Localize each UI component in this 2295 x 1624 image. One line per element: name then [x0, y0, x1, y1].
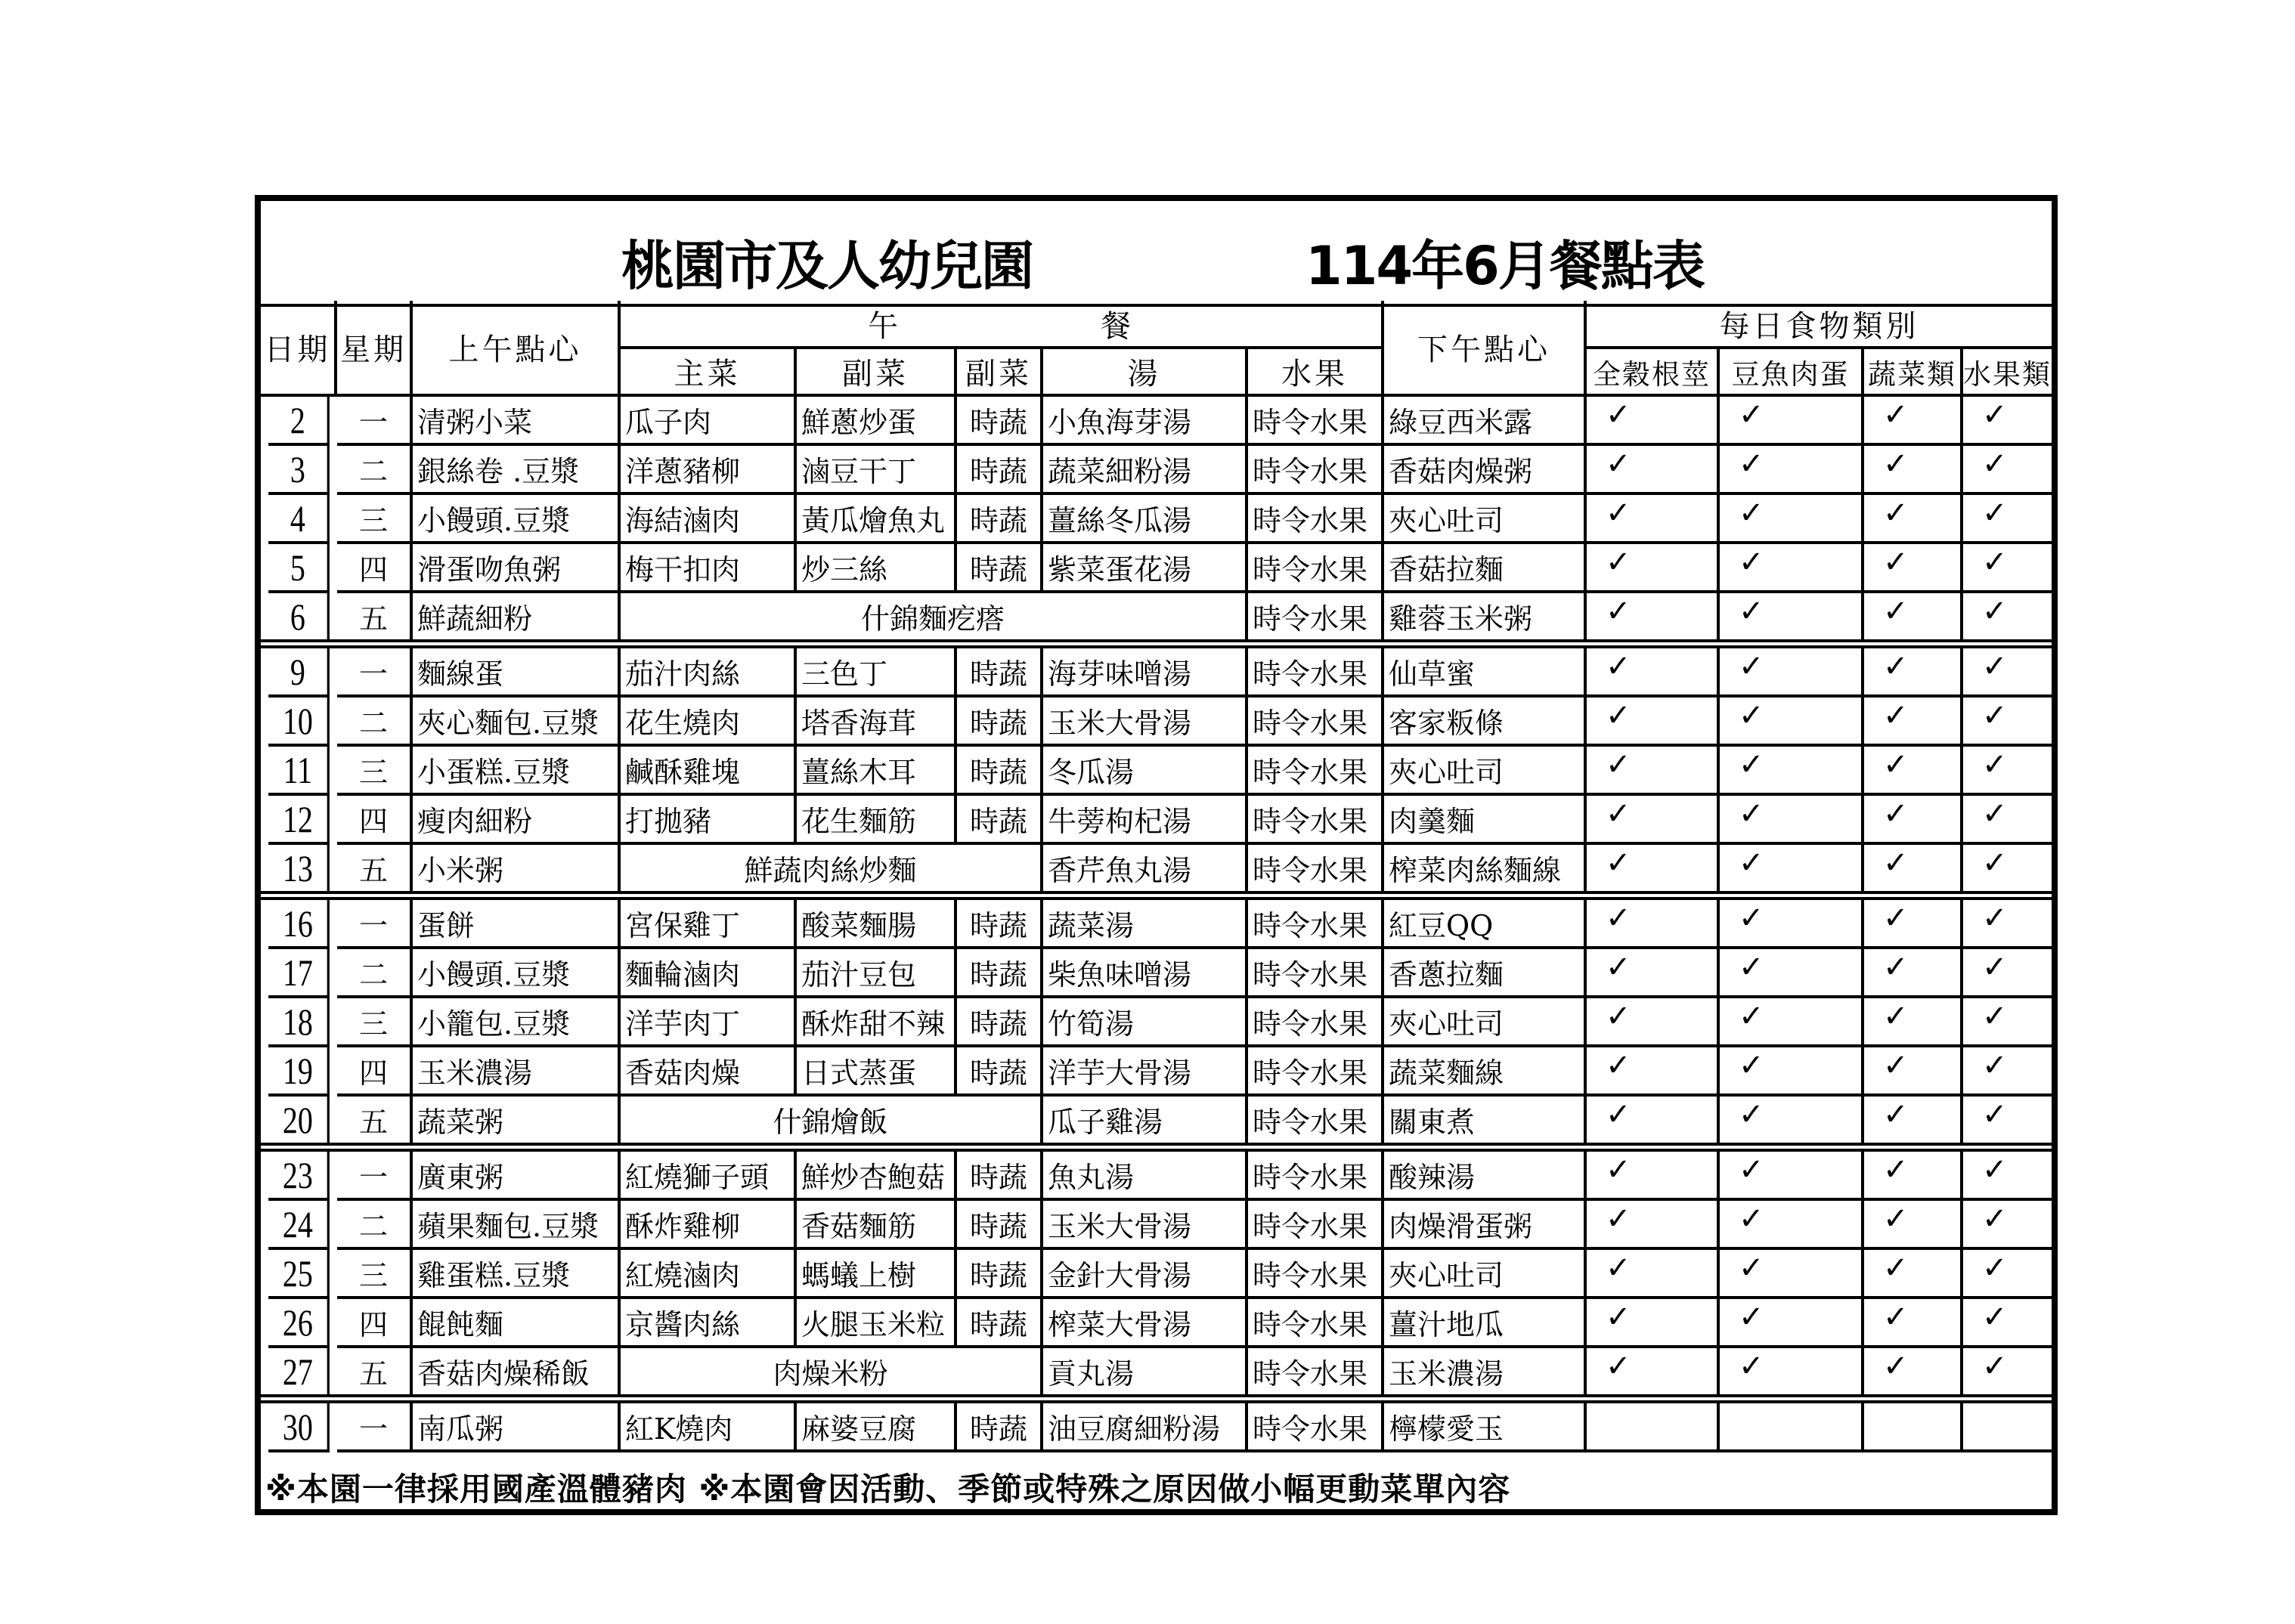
afternoon-snack-cell: 香菇肉燥粥: [1384, 446, 1587, 495]
soup-cell: 玉米大骨湯: [1043, 1201, 1248, 1250]
header-date: 日期: [261, 301, 337, 397]
vegetable-cell: 時蔬: [957, 796, 1043, 845]
lunch-combined-cell: 什錦燴飯: [621, 1097, 1043, 1146]
food-group-check-icon: ✓: [1963, 998, 2052, 1047]
soup-cell: 香芹魚丸湯: [1043, 845, 1248, 894]
date-cell: 23: [268, 1152, 330, 1201]
afternoon-snack-cell: 酸辣湯: [1384, 1152, 1587, 1201]
food-group-check-icon: ✓: [1864, 593, 1963, 642]
main-dish-cell: 麵輪滷肉: [621, 949, 797, 998]
food-group-check-icon: ✓: [1587, 998, 1720, 1047]
soup-cell: 冬瓜湯: [1043, 747, 1248, 796]
food-group-check-icon: [1864, 1403, 1963, 1452]
side-dish-cell: 香菇麵筋: [797, 1201, 957, 1250]
fruit-cell: 時令水果: [1248, 845, 1384, 894]
food-group-check-icon: ✓: [1587, 544, 1720, 593]
vegetable-cell: 時蔬: [957, 1152, 1043, 1201]
vegetable-cell: 時蔬: [957, 1201, 1043, 1250]
morning-snack-cell: 南瓜粥: [413, 1403, 621, 1452]
date-cell: 25: [268, 1250, 330, 1299]
morning-snack-cell: 玉米濃湯: [413, 1047, 621, 1097]
week-separator: [261, 1394, 2052, 1403]
vegetable-cell: 時蔬: [957, 998, 1043, 1047]
fruit-cell: 時令水果: [1248, 648, 1384, 698]
soup-cell: 玉米大骨湯: [1043, 698, 1248, 747]
side-dish-cell: 鮮蔥炒蛋: [797, 397, 957, 446]
side-dish-cell: 薑絲木耳: [797, 747, 957, 796]
side-dish-cell: 花生麵筋: [797, 796, 957, 845]
main-dish-cell: 酥炸雞柳: [621, 1201, 797, 1250]
main-dish-cell: 宮保雞丁: [621, 900, 797, 949]
header-food-group-2: 蔬菜類: [1864, 349, 1963, 397]
food-group-check-icon: ✓: [1587, 747, 1720, 796]
afternoon-snack-cell: 肉燥滑蛋粥: [1384, 1201, 1587, 1250]
food-group-check-icon: [1587, 1403, 1720, 1452]
date-cell: 24: [268, 1201, 330, 1250]
food-group-check-icon: ✓: [1587, 698, 1720, 747]
date-cell: 26: [268, 1299, 330, 1348]
food-group-check-icon: ✓: [1864, 1152, 1963, 1201]
weekday-cell: 五: [337, 593, 413, 642]
morning-snack-cell: 蘋果麵包.豆漿: [413, 1201, 621, 1250]
food-group-check-icon: [1963, 1403, 2052, 1452]
header-lunch-main: 主菜: [621, 349, 797, 397]
fruit-cell: 時令水果: [1248, 796, 1384, 845]
header-lunch-group: 午 餐: [621, 301, 1384, 349]
food-group-check-icon: ✓: [1864, 747, 1963, 796]
food-group-check-icon: ✓: [1587, 949, 1720, 998]
afternoon-snack-cell: 香菇拉麵: [1384, 544, 1587, 593]
soup-cell: 牛蒡枸杞湯: [1043, 796, 1248, 845]
food-group-check-icon: ✓: [1587, 1299, 1720, 1348]
food-group-check-icon: ✓: [1720, 544, 1864, 593]
vegetable-cell: 時蔬: [957, 544, 1043, 593]
food-group-check-icon: ✓: [1864, 1097, 1963, 1146]
fruit-cell: 時令水果: [1248, 397, 1384, 446]
food-group-check-icon: ✓: [1864, 698, 1963, 747]
food-group-check-icon: ✓: [1587, 397, 1720, 446]
food-group-check-icon: ✓: [1587, 1250, 1720, 1299]
weekday-cell: 四: [337, 544, 413, 593]
header-food-group-3: 水果類: [1963, 349, 2052, 397]
side-dish-cell: 酥炸甜不辣: [797, 998, 957, 1047]
fruit-cell: 時令水果: [1248, 1047, 1384, 1097]
vegetable-cell: 時蔬: [957, 949, 1043, 998]
food-group-check-icon: ✓: [1720, 446, 1864, 495]
date-cell: 20: [268, 1097, 330, 1146]
soup-cell: 小魚海芽湯: [1043, 397, 1248, 446]
food-group-check-icon: ✓: [1587, 446, 1720, 495]
afternoon-snack-cell: 蔬菜麵線: [1384, 1047, 1587, 1097]
afternoon-snack-cell: 夾心吐司: [1384, 495, 1587, 544]
morning-snack-cell: 雞蛋糕.豆漿: [413, 1250, 621, 1299]
afternoon-snack-cell: 仙草蜜: [1384, 648, 1587, 698]
afternoon-snack-cell: 綠豆西米露: [1384, 397, 1587, 446]
food-group-check-icon: ✓: [1864, 1299, 1963, 1348]
food-group-check-icon: ✓: [1864, 1047, 1963, 1097]
afternoon-snack-cell: 夾心吐司: [1384, 998, 1587, 1047]
school-name: 桃園市及人幼兒園: [621, 235, 1033, 297]
weekday-cell: 二: [337, 446, 413, 495]
weekday-cell: 三: [337, 1250, 413, 1299]
title-row: [261, 201, 2052, 307]
food-group-check-icon: ✓: [1963, 1348, 2052, 1397]
footer-note: ※本園一律採用國產溫體豬肉 ※本園會因活動、季節或特殊之原因做小幅更動菜單內容: [265, 1470, 1511, 1508]
fruit-cell: 時令水果: [1248, 949, 1384, 998]
main-dish-cell: 花生燒肉: [621, 698, 797, 747]
food-group-check-icon: ✓: [1864, 1250, 1963, 1299]
food-group-check-icon: ✓: [1963, 544, 2052, 593]
food-group-check-icon: ✓: [1963, 1299, 2052, 1348]
food-group-check-icon: ✓: [1720, 1097, 1864, 1146]
food-group-check-icon: ✓: [1720, 1299, 1864, 1348]
weekday-cell: 一: [337, 397, 413, 446]
afternoon-snack-cell: 夾心吐司: [1384, 1250, 1587, 1299]
side-dish-cell: 鮮炒杏鮑菇: [797, 1152, 957, 1201]
fruit-cell: 時令水果: [1248, 1201, 1384, 1250]
soup-cell: 洋芋大骨湯: [1043, 1047, 1248, 1097]
food-group-check-icon: ✓: [1720, 593, 1864, 642]
food-group-check-icon: ✓: [1963, 1250, 2052, 1299]
fruit-cell: 時令水果: [1248, 1152, 1384, 1201]
header-food-groups: 每日食物類別: [1587, 301, 2052, 349]
main-dish-cell: 紅燒滷肉: [621, 1250, 797, 1299]
weekday-cell: 四: [337, 796, 413, 845]
main-dish-cell: 梅干扣肉: [621, 544, 797, 593]
food-group-check-icon: ✓: [1864, 648, 1963, 698]
food-group-check-icon: ✓: [1864, 544, 1963, 593]
vegetable-cell: 時蔬: [957, 648, 1043, 698]
main-dish-cell: 香菇肉燥: [621, 1047, 797, 1097]
morning-snack-cell: 銀絲卷 .豆漿: [413, 446, 621, 495]
weekday-cell: 五: [337, 845, 413, 894]
food-group-check-icon: ✓: [1720, 1250, 1864, 1299]
header-lunch-fruit: 水果: [1248, 349, 1384, 397]
food-group-check-icon: ✓: [1864, 949, 1963, 998]
morning-snack-cell: 滑蛋吻魚粥: [413, 544, 621, 593]
food-group-check-icon: ✓: [1720, 998, 1864, 1047]
fruit-cell: 時令水果: [1248, 1097, 1384, 1146]
food-group-check-icon: ✓: [1963, 1047, 2052, 1097]
main-dish-cell: 洋芋肉丁: [621, 998, 797, 1047]
weekday-cell: 三: [337, 747, 413, 796]
header-afternoon-snack: 下午點心: [1384, 301, 1587, 397]
morning-snack-cell: 小饅頭.豆漿: [413, 495, 621, 544]
weekday-cell: 五: [337, 1097, 413, 1146]
date-cell: 2: [268, 397, 330, 446]
food-group-check-icon: ✓: [1587, 1152, 1720, 1201]
vegetable-cell: 時蔬: [957, 495, 1043, 544]
morning-snack-cell: 小米粥: [413, 845, 621, 894]
food-group-check-icon: ✓: [1963, 1201, 2052, 1250]
date-cell: 3: [268, 446, 330, 495]
food-group-check-icon: ✓: [1720, 1047, 1864, 1097]
soup-cell: 貢丸湯: [1043, 1348, 1248, 1397]
morning-snack-cell: 香菇肉燥稀飯: [413, 1348, 621, 1397]
weekday-cell: 三: [337, 998, 413, 1047]
food-group-check-icon: ✓: [1720, 796, 1864, 845]
header-food-group-1: 豆魚肉蛋: [1720, 349, 1864, 397]
food-group-check-icon: ✓: [1587, 593, 1720, 642]
date-cell: 19: [268, 1047, 330, 1097]
weekday-cell: 二: [337, 698, 413, 747]
food-group-check-icon: ✓: [1864, 1348, 1963, 1397]
fruit-cell: 時令水果: [1248, 747, 1384, 796]
morning-snack-cell: 小饅頭.豆漿: [413, 949, 621, 998]
food-group-check-icon: ✓: [1720, 845, 1864, 894]
fruit-cell: 時令水果: [1248, 495, 1384, 544]
date-cell: 4: [268, 495, 330, 544]
soup-cell: 油豆腐細粉湯: [1043, 1403, 1248, 1452]
week-separator: [261, 891, 2052, 900]
food-group-check-icon: ✓: [1720, 698, 1864, 747]
side-dish-cell: 茄汁豆包: [797, 949, 957, 998]
food-group-check-icon: ✓: [1864, 845, 1963, 894]
food-group-check-icon: ✓: [1587, 495, 1720, 544]
food-group-check-icon: ✓: [1864, 397, 1963, 446]
fruit-cell: 時令水果: [1248, 593, 1384, 642]
food-group-check-icon: ✓: [1963, 949, 2052, 998]
fruit-cell: 時令水果: [1248, 446, 1384, 495]
side-dish-cell: 三色丁: [797, 648, 957, 698]
date-cell: 11: [268, 747, 330, 796]
date-cell: 17: [268, 949, 330, 998]
vegetable-cell: 時蔬: [957, 1403, 1043, 1452]
weekday-cell: 四: [337, 1047, 413, 1097]
food-group-check-icon: ✓: [1720, 900, 1864, 949]
afternoon-snack-cell: 檸檬愛玉: [1384, 1403, 1587, 1452]
fruit-cell: 時令水果: [1248, 1250, 1384, 1299]
main-dish-cell: 鹹酥雞塊: [621, 747, 797, 796]
side-dish-cell: 炒三絲: [797, 544, 957, 593]
afternoon-snack-cell: 客家粄條: [1384, 698, 1587, 747]
afternoon-snack-cell: 香蔥拉麵: [1384, 949, 1587, 998]
lunch-combined-cell: 肉燥米粉: [621, 1348, 1043, 1397]
fruit-cell: 時令水果: [1248, 1299, 1384, 1348]
food-group-check-icon: [1720, 1403, 1864, 1452]
date-cell: 16: [268, 900, 330, 949]
food-group-check-icon: ✓: [1963, 747, 2052, 796]
morning-snack-cell: 蔬菜粥: [413, 1097, 621, 1146]
food-group-check-icon: ✓: [1587, 845, 1720, 894]
date-cell: 27: [268, 1348, 330, 1397]
food-group-check-icon: ✓: [1720, 1152, 1864, 1201]
food-group-check-icon: ✓: [1587, 648, 1720, 698]
soup-cell: 瓜子雞湯: [1043, 1097, 1248, 1146]
afternoon-snack-cell: 紅豆QQ: [1384, 900, 1587, 949]
afternoon-snack-cell: 肉羹麵: [1384, 796, 1587, 845]
soup-cell: 柴魚味噌湯: [1043, 949, 1248, 998]
morning-snack-cell: 鮮蔬細粉: [413, 593, 621, 642]
food-group-check-icon: ✓: [1864, 796, 1963, 845]
side-dish-cell: 黃瓜燴魚丸: [797, 495, 957, 544]
header-weekday: 星期: [337, 301, 413, 397]
food-group-check-icon: ✓: [1963, 593, 2052, 642]
menu-sheet: [255, 195, 2058, 1515]
afternoon-snack-cell: 薑汁地瓜: [1384, 1299, 1587, 1348]
afternoon-snack-cell: 關東煮: [1384, 1097, 1587, 1146]
fruit-cell: 時令水果: [1248, 998, 1384, 1047]
soup-cell: 魚丸湯: [1043, 1152, 1248, 1201]
morning-snack-cell: 餛飩麵: [413, 1299, 621, 1348]
fruit-cell: 時令水果: [1248, 698, 1384, 747]
soup-cell: 竹筍湯: [1043, 998, 1248, 1047]
weekday-cell: 四: [337, 1299, 413, 1348]
food-group-check-icon: ✓: [1587, 1047, 1720, 1097]
afternoon-snack-cell: 夾心吐司: [1384, 747, 1587, 796]
food-group-check-icon: ✓: [1963, 845, 2052, 894]
soup-cell: 海芽味噌湯: [1043, 648, 1248, 698]
vegetable-cell: 時蔬: [957, 698, 1043, 747]
side-dish-cell: 火腿玉米粒: [797, 1299, 957, 1348]
morning-snack-cell: 夾心麵包.豆漿: [413, 698, 621, 747]
food-group-check-icon: ✓: [1963, 446, 2052, 495]
food-group-check-icon: ✓: [1864, 446, 1963, 495]
food-group-check-icon: ✓: [1864, 900, 1963, 949]
date-cell: 13: [268, 845, 330, 894]
week-separator: [261, 1143, 2052, 1152]
food-group-check-icon: ✓: [1963, 495, 2052, 544]
main-dish-cell: 紅K燒肉: [621, 1403, 797, 1452]
fruit-cell: 時令水果: [1248, 544, 1384, 593]
fruit-cell: 時令水果: [1248, 900, 1384, 949]
food-group-check-icon: ✓: [1963, 796, 2052, 845]
morning-snack-cell: 蛋餅: [413, 900, 621, 949]
food-group-check-icon: ✓: [1864, 998, 1963, 1047]
morning-snack-cell: 清粥小菜: [413, 397, 621, 446]
food-group-check-icon: ✓: [1864, 1201, 1963, 1250]
fruit-cell: 時令水果: [1248, 1348, 1384, 1397]
afternoon-snack-cell: 雞蓉玉米粥: [1384, 593, 1587, 642]
weekday-cell: 二: [337, 1201, 413, 1250]
header-lunch-soup: 湯: [1043, 349, 1248, 397]
main-dish-cell: 海結滷肉: [621, 495, 797, 544]
main-dish-cell: 京醬肉絲: [621, 1299, 797, 1348]
afternoon-snack-cell: 榨菜肉絲麵線: [1384, 845, 1587, 894]
weekday-cell: 一: [337, 1152, 413, 1201]
morning-snack-cell: 廣東粥: [413, 1152, 621, 1201]
side-dish-cell: 滷豆干丁: [797, 446, 957, 495]
vegetable-cell: 時蔬: [957, 1250, 1043, 1299]
header-food-group-0: 全穀根莖: [1587, 349, 1720, 397]
food-group-check-icon: ✓: [1587, 796, 1720, 845]
food-group-check-icon: ✓: [1963, 698, 2052, 747]
menu-period-title: 114年6月餐點表: [1305, 235, 1704, 297]
food-group-check-icon: ✓: [1963, 648, 2052, 698]
morning-snack-cell: 麵線蛋: [413, 648, 621, 698]
weekday-cell: 一: [337, 900, 413, 949]
soup-cell: 榨菜大骨湯: [1043, 1299, 1248, 1348]
soup-cell: 蔬菜細粉湯: [1043, 446, 1248, 495]
lunch-combined-cell: 鮮蔬肉絲炒麵: [621, 845, 1043, 894]
lunch-combined-cell: 什錦麵疙瘩: [621, 593, 1248, 642]
side-dish-cell: 塔香海茸: [797, 698, 957, 747]
weekday-cell: 一: [337, 1403, 413, 1452]
food-group-check-icon: ✓: [1720, 949, 1864, 998]
main-dish-cell: 打拋豬: [621, 796, 797, 845]
header-lunch-side2: 副菜: [957, 349, 1043, 397]
fruit-cell: 時令水果: [1248, 1403, 1384, 1452]
main-dish-cell: 紅燒獅子頭: [621, 1152, 797, 1201]
side-dish-cell: 麻婆豆腐: [797, 1403, 957, 1452]
morning-snack-cell: 小蛋糕.豆漿: [413, 747, 621, 796]
date-cell: 9: [268, 648, 330, 698]
vegetable-cell: 時蔬: [957, 1047, 1043, 1097]
soup-cell: 金針大骨湯: [1043, 1250, 1248, 1299]
food-group-check-icon: ✓: [1963, 397, 2052, 446]
vegetable-cell: 時蔬: [957, 446, 1043, 495]
date-cell: 18: [268, 998, 330, 1047]
header-morning-snack: 上午點心: [413, 301, 621, 397]
food-group-check-icon: ✓: [1963, 900, 2052, 949]
weekday-cell: 五: [337, 1348, 413, 1397]
date-cell: 6: [268, 593, 330, 642]
food-group-check-icon: ✓: [1963, 1152, 2052, 1201]
food-group-check-icon: ✓: [1720, 397, 1864, 446]
morning-snack-cell: 小籠包.豆漿: [413, 998, 621, 1047]
food-group-check-icon: ✓: [1720, 747, 1864, 796]
vegetable-cell: 時蔬: [957, 397, 1043, 446]
main-dish-cell: 洋蔥豬柳: [621, 446, 797, 495]
food-group-check-icon: ✓: [1864, 495, 1963, 544]
soup-cell: 蔬菜湯: [1043, 900, 1248, 949]
food-group-check-icon: ✓: [1587, 1201, 1720, 1250]
vegetable-cell: 時蔬: [957, 747, 1043, 796]
date-cell: 12: [268, 796, 330, 845]
weekday-cell: 三: [337, 495, 413, 544]
food-group-check-icon: ✓: [1720, 495, 1864, 544]
date-cell: 10: [268, 698, 330, 747]
main-dish-cell: 茄汁肉絲: [621, 648, 797, 698]
morning-snack-cell: 瘦肉細粉: [413, 796, 621, 845]
food-group-check-icon: ✓: [1720, 1201, 1864, 1250]
soup-cell: 紫菜蛋花湯: [1043, 544, 1248, 593]
food-group-check-icon: ✓: [1720, 648, 1864, 698]
food-group-check-icon: ✓: [1587, 1348, 1720, 1397]
weekday-cell: 二: [337, 949, 413, 998]
food-group-check-icon: ✓: [1587, 1097, 1720, 1146]
vegetable-cell: 時蔬: [957, 1299, 1043, 1348]
header-lunch-side1: 副菜: [797, 349, 957, 397]
main-dish-cell: 瓜子肉: [621, 397, 797, 446]
food-group-check-icon: ✓: [1963, 1097, 2052, 1146]
date-cell: 30: [268, 1403, 330, 1452]
vegetable-cell: 時蔬: [957, 900, 1043, 949]
date-cell: 5: [268, 544, 330, 593]
soup-cell: 薑絲冬瓜湯: [1043, 495, 1248, 544]
food-group-check-icon: ✓: [1720, 1348, 1864, 1397]
food-group-check-icon: ✓: [1587, 900, 1720, 949]
side-dish-cell: 日式蒸蛋: [797, 1047, 957, 1097]
weekday-cell: 一: [337, 648, 413, 698]
side-dish-cell: 螞蟻上樹: [797, 1250, 957, 1299]
afternoon-snack-cell: 玉米濃湯: [1384, 1348, 1587, 1397]
week-separator: [261, 639, 2052, 648]
side-dish-cell: 酸菜麵腸: [797, 900, 957, 949]
